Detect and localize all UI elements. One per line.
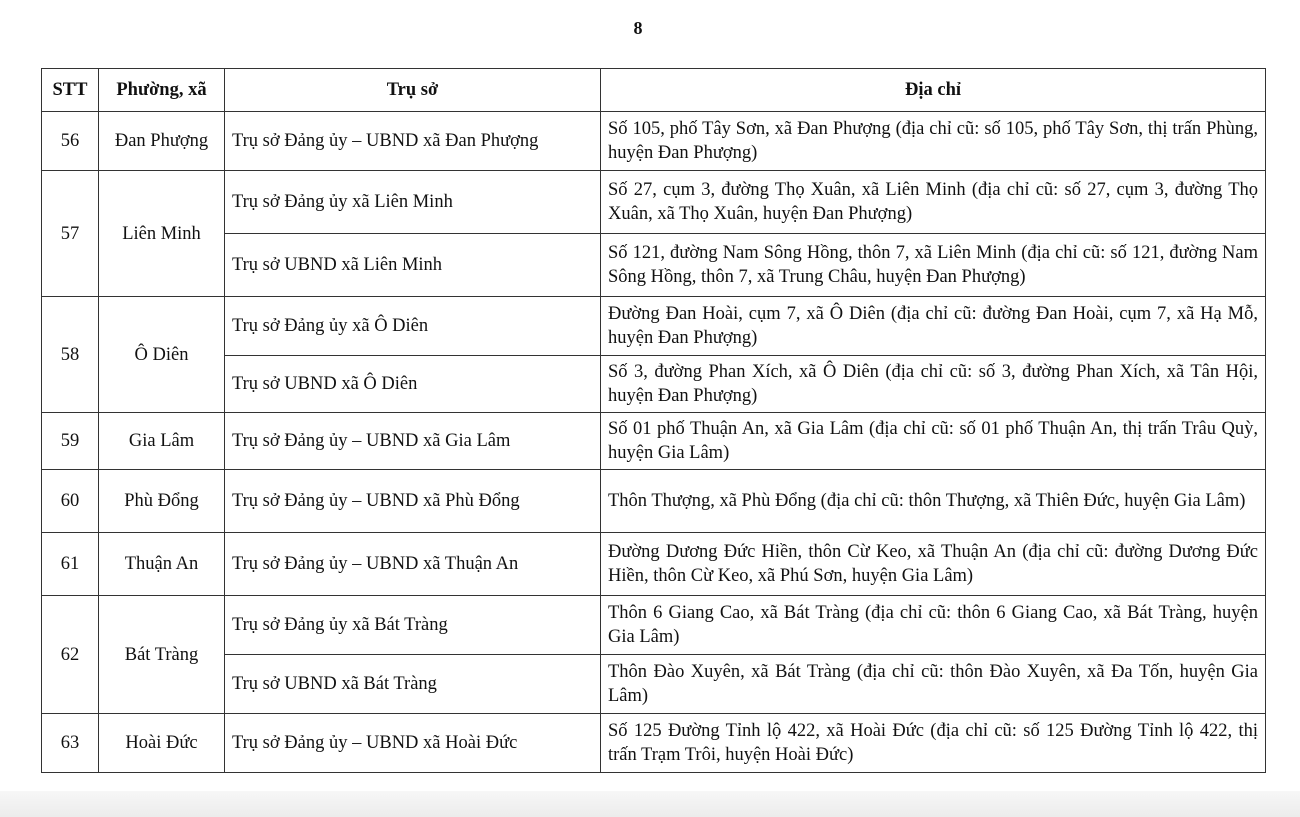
row-stt: 58 [42,297,99,413]
row-office-address: Số 105, phố Tây Sơn, xã Đan Phượng (địa chỉ cũ: số 105, phố Tây Sơn, thị trấn Phùng, huyện Đan Phượng) [601,112,1266,171]
table-row [42,297,1266,356]
row-office-name: Trụ sở Đảng ủy – UBND xã Đan Phượng [225,112,601,171]
table-row [42,234,1266,297]
row-office-name: Trụ sở UBND xã Bát Tràng [225,655,601,714]
row-ward: Gia Lâm [99,413,225,470]
table-row [42,714,1266,773]
row-office-name: Trụ sở Đảng ủy – UBND xã Phù Đổng [225,470,601,533]
row-stt: 59 [42,413,99,470]
row-office-name: Trụ sở UBND xã Liên Minh [225,234,601,297]
row-office-name: Trụ sở Đảng ủy xã Liên Minh [225,171,601,234]
page-bottom-edge [0,791,1300,817]
table-row [42,533,1266,596]
row-office-address: Thôn Đào Xuyên, xã Bát Tràng (địa chỉ cũ: thôn Đào Xuyên, xã Đa Tốn, huyện Gia Lâm) [601,655,1266,714]
row-office-address: Đường Đan Hoài, cụm 7, xã Ô Diên (địa chỉ cũ: đường Đan Hoài, cụm 7, xã Hạ Mỗ, huyện Đan Phượng) [601,297,1266,356]
header-address: Địa chỉ [601,69,1266,112]
row-stt: 57 [42,171,99,297]
header-ward: Phường, xã [99,69,225,112]
row-ward: Liên Minh [99,171,225,297]
table-row [42,413,1266,470]
row-ward: Ô Diên [99,297,225,413]
row-stt: 62 [42,596,99,714]
header-headquarters: Trụ sở [225,69,601,112]
row-office-address: Thôn Thượng, xã Phù Đổng (địa chỉ cũ: thôn Thượng, xã Thiên Đức, huyện Gia Lâm) [601,470,1266,533]
row-office-name: Trụ sở Đảng ủy – UBND xã Gia Lâm [225,413,601,470]
page-number: 8 [633,18,643,38]
row-ward: Hoài Đức [99,714,225,773]
table-header-row [42,69,1266,112]
row-office-address: Đường Dương Đức Hiền, thôn Cừ Keo, xã Thuận An (địa chỉ cũ: đường Dương Đức Hiền, thôn Cừ Keo, xã Phú Sơn, huyện Gia Lâm) [601,533,1266,596]
row-office-name: Trụ sở Đảng ủy xã Ô Diên [225,297,601,356]
header-stt: STT [42,69,99,112]
row-stt: 56 [42,112,99,171]
row-office-address: Số 125 Đường Tỉnh lộ 422, xã Hoài Đức (địa chỉ cũ: số 125 Đường Tỉnh lộ 422, thị trấn Trạm Trôi, huyện Hoài Đức) [601,714,1266,773]
row-office-address: Số 27, cụm 3, đường Thọ Xuân, xã Liên Minh (địa chỉ cũ: số 27, cụm 3, đường Thọ Xuân, xã Thọ Xuân, huyện Đan Phượng) [601,171,1266,234]
table-row [42,356,1266,413]
row-office-address: Số 121, đường Nam Sông Hồng, thôn 7, xã Liên Minh (địa chỉ cũ: số 121, đường Nam Sông Hồng, thôn 7, xã Trung Châu, huyện Đan Phượng) [601,234,1266,297]
row-office-name: Trụ sở UBND xã Ô Diên [225,356,601,413]
row-office-address: Số 01 phố Thuận An, xã Gia Lâm (địa chỉ cũ: số 01 phố Thuận An, thị trấn Trâu Quỳ, huyện Gia Lâm) [601,413,1266,470]
row-ward: Phù Đổng [99,470,225,533]
row-office-name: Trụ sở Đảng ủy – UBND xã Hoài Đức [225,714,601,773]
table-row [42,655,1266,714]
table-row [42,171,1266,234]
row-stt: 61 [42,533,99,596]
table-row [42,470,1266,533]
row-ward: Đan Phượng [99,112,225,171]
row-stt: 60 [42,470,99,533]
table-row [42,596,1266,655]
headquarters-table [41,68,1266,773]
row-office-name: Trụ sở Đảng ủy – UBND xã Thuận An [225,533,601,596]
row-ward: Thuận An [99,533,225,596]
row-office-address: Thôn 6 Giang Cao, xã Bát Tràng (địa chỉ cũ: thôn 6 Giang Cao, xã Bát Tràng, huyện Gia Lâm) [601,596,1266,655]
table-row [42,112,1266,171]
row-office-name: Trụ sở Đảng ủy xã Bát Tràng [225,596,601,655]
row-office-address: Số 3, đường Phan Xích, xã Ô Diên (địa chỉ cũ: số 3, đường Phan Xích, xã Tân Hội, huyện Đan Phượng) [601,356,1266,413]
row-ward: Bát Tràng [99,596,225,714]
row-stt: 63 [42,714,99,773]
